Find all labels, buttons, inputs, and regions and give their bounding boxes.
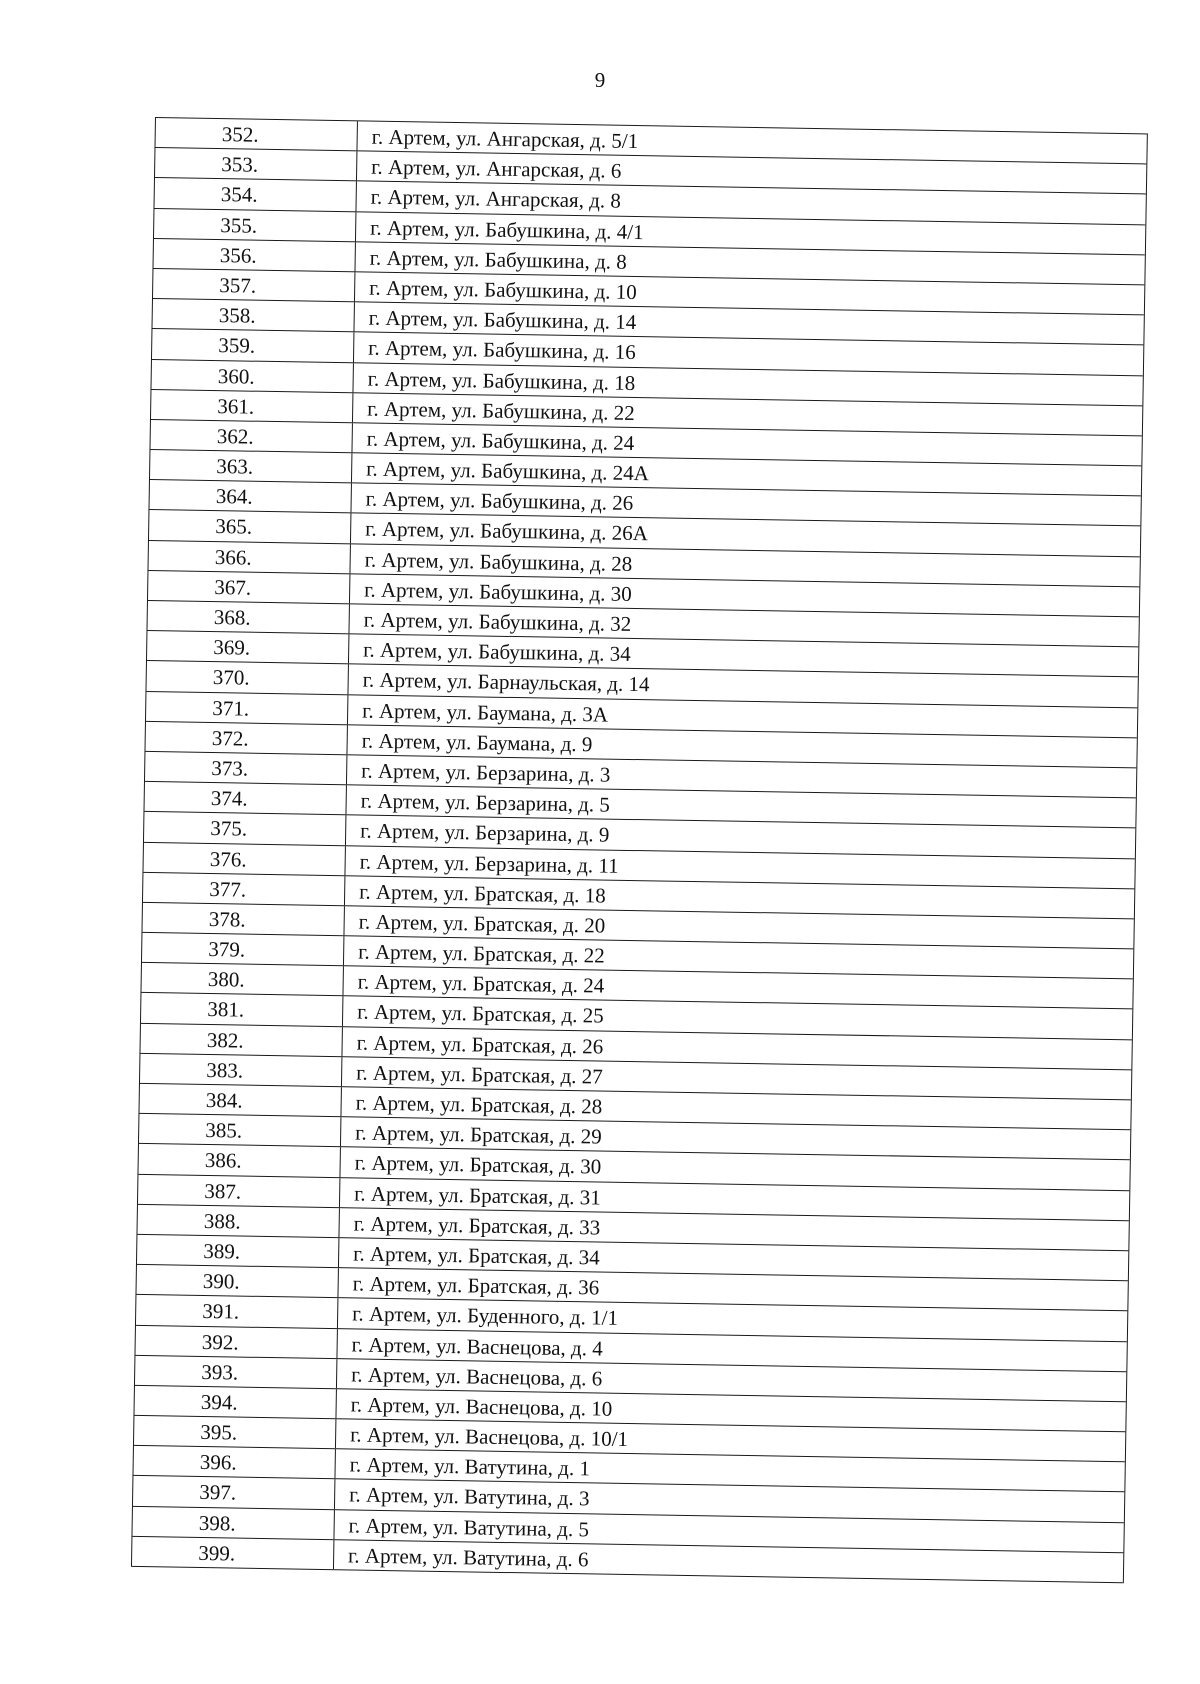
row-number: 359. [152, 329, 354, 362]
row-number: 357. [153, 269, 355, 302]
row-address: г. Артем, ул. Баумана, д. 9 [361, 728, 593, 757]
row-address: г. Артем, ул. Ватутина, д. 3 [348, 1482, 590, 1511]
row-address: г. Артем, ул. Бабушкина, д. 26 [365, 486, 634, 516]
row-address: г. Артем, ул. Ангарская, д. 8 [370, 184, 622, 214]
row-address: г. Артем, ул. Бабушкина, д. 10 [369, 275, 637, 304]
row-number: 387. [138, 1174, 340, 1207]
row-number: 356. [153, 239, 355, 272]
row-number: 377. [143, 873, 345, 906]
row-number: 371. [146, 692, 348, 725]
row-address: г. Артем, ул. Бабушкина, д. 8 [369, 245, 627, 274]
row-address: г. Артем, ул. Васнецова, д. 4 [351, 1331, 603, 1361]
row-address: г. Артем, ул. Берзарина, д. 9 [359, 818, 610, 847]
row-number: 385. [139, 1114, 341, 1147]
row-address: г. Артем, ул. Братская, д. 20 [358, 909, 606, 938]
row-address: г. Артем, ул. Братская, д. 31 [353, 1181, 601, 1210]
row-address: г. Артем, ул. Бабушкина, д. 16 [368, 335, 636, 365]
row-address: г. Артем, ул. Барнаульская, д. 14 [362, 667, 650, 697]
row-address: г. Артем, ул. Братская, д. 26 [356, 1030, 604, 1059]
row-address: г. Артем, ул. Буденного, д. 1/1 [351, 1301, 619, 1331]
row-address: г. Артем, ул. Васнецова, д. 6 [350, 1362, 603, 1391]
row-number: 388. [137, 1205, 339, 1238]
row-number: 353. [155, 148, 357, 181]
row-address: г. Артем, ул. Братская, д. 25 [356, 999, 604, 1029]
row-number: 378. [142, 903, 344, 936]
row-address: г. Артем, ул. Васнецова, д. 10/1 [349, 1422, 629, 1452]
row-number: 397. [133, 1476, 335, 1509]
row-number: 366. [148, 541, 350, 574]
row-address: г. Артем, ул. Ангарская, д. 6 [371, 154, 622, 183]
row-number: 381. [141, 993, 343, 1026]
row-number: 386. [138, 1144, 340, 1177]
row-address: г. Артем, ул. Бабушкина, д. 24А [366, 456, 650, 486]
row-address: г. Артем, ул. Братская, д. 30 [354, 1150, 602, 1179]
row-number: 389. [137, 1235, 339, 1268]
row-address: г. Артем, ул. Братская, д. 33 [353, 1211, 601, 1240]
row-number: 399. [132, 1537, 334, 1570]
row-number: 395. [134, 1416, 336, 1449]
row-number: 358. [152, 299, 354, 332]
row-number: 380. [141, 963, 343, 996]
row-address: г. Артем, ул. Бабушкина, д. 28 [364, 547, 633, 576]
row-number: 372. [145, 722, 347, 755]
row-number: 379. [142, 933, 344, 966]
row-address: г. Артем, ул. Братская, д. 18 [358, 879, 606, 908]
row-number: 355. [154, 209, 356, 242]
row-number: 376. [143, 842, 345, 875]
row-address: г. Артем, ул. Ватутина, д. 1 [349, 1452, 591, 1481]
row-number: 370. [146, 661, 348, 694]
row-number: 369. [147, 631, 349, 664]
row-address: г. Артем, ул. Бабушкина, д. 18 [367, 366, 636, 395]
row-address: г. Артем, ул. Бабушкина, д. 14 [368, 305, 637, 335]
row-number: 391. [136, 1295, 338, 1328]
row-number: 375. [144, 812, 346, 845]
row-number: 361. [151, 390, 353, 423]
row-number: 394. [134, 1386, 336, 1419]
row-address: г. Артем, ул. Берзарина, д. 11 [359, 848, 619, 878]
row-number: 392. [135, 1325, 337, 1358]
row-number: 354. [154, 178, 356, 211]
row-address: г. Артем, ул. Братская, д. 27 [355, 1060, 603, 1089]
row-number: 352. [155, 118, 357, 151]
row-number: 396. [133, 1446, 335, 1479]
row-address: г. Артем, ул. Бабушкина, д. 22 [367, 396, 635, 425]
row-address: г. Артем, ул. Братская, д. 22 [357, 939, 605, 968]
row-number: 382. [140, 1024, 342, 1057]
row-address: г. Артем, ул. Братская, д. 24 [357, 969, 605, 998]
row-address: г. Артем, ул. Бабушкина, д. 24 [366, 426, 635, 455]
row-number: 367. [148, 571, 350, 604]
row-address: г. Артем, ул. Бабушкина, д. 32 [363, 607, 632, 636]
row-number: 362. [150, 420, 352, 453]
row-number: 373. [145, 752, 347, 785]
address-table [131, 117, 1148, 1583]
row-address: г. Артем, ул. Бабушкина, д. 34 [362, 637, 631, 667]
row-address: г. Артем, ул. Ватутина, д. 5 [348, 1513, 590, 1542]
row-address: г. Артем, ул. Братская, д. 28 [355, 1090, 603, 1119]
row-number: 390. [136, 1265, 338, 1298]
row-address: г. Артем, ул. Братская, д. 29 [354, 1120, 602, 1149]
row-address: г. Артем, ул. Берзарина, д. 3 [360, 758, 611, 787]
row-number: 383. [140, 1054, 342, 1087]
row-number: 363. [150, 450, 352, 483]
row-number: 364. [149, 480, 351, 513]
row-number: 393. [135, 1356, 337, 1389]
row-address: г. Артем, ул. Братская, д. 36 [352, 1271, 600, 1300]
row-address: г. Артем, ул. Ангарская, д. 5/1 [371, 124, 639, 154]
row-address: г. Артем, ул. Бабушкина, д. 30 [363, 577, 632, 606]
row-address: г. Артем, ул. Братская, д. 34 [352, 1241, 600, 1270]
row-number: 384. [139, 1084, 341, 1117]
page-number: 9 [594, 68, 606, 92]
row-number: 398. [132, 1506, 334, 1539]
row-number: 365. [149, 510, 351, 543]
row-address: г. Артем, ул. Берзарина, д. 5 [360, 788, 611, 817]
row-address: г. Артем, ул. Бабушкина, д. 26А [364, 516, 649, 546]
row-address: г. Артем, ул. Васнецова, д. 10 [350, 1392, 613, 1421]
row-address: г. Артем, ул. Бабушкина, д. 4/1 [370, 215, 644, 244]
row-number: 360. [151, 359, 353, 392]
row-number: 374. [144, 782, 346, 815]
row-address: г. Артем, ул. Баумана, д. 3А [361, 698, 609, 727]
row-address: г. Артем, ул. Ватутина, д. 6 [347, 1543, 589, 1572]
row-number: 368. [147, 601, 349, 634]
